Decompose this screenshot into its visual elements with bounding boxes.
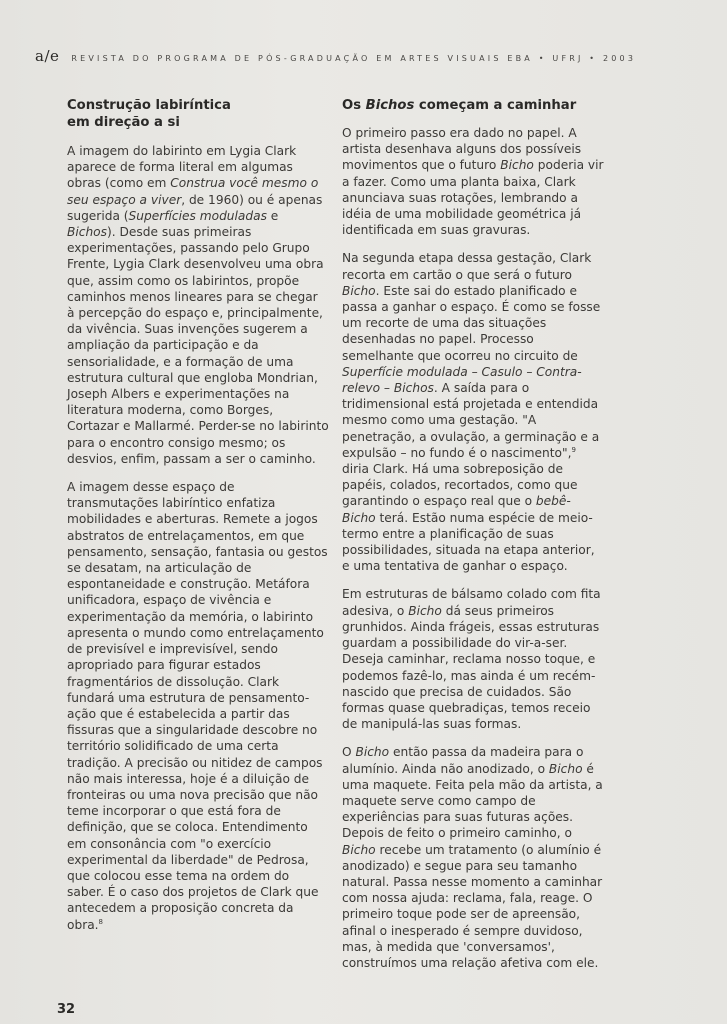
italic-term: Construa você mesmo o seu	[67, 176, 319, 207]
italic-term: Bicho	[342, 842, 376, 857]
running-header	[35, 47, 707, 65]
italic-term: – Contra-relevo – Bichos	[342, 364, 582, 396]
italic-term: Superfície modulada – Casulo	[342, 364, 523, 379]
section-heading-bichos: Os Bichos começam a caminhar	[342, 98, 577, 113]
italic-term: bebê-Bicho	[342, 494, 571, 525]
italic-term: Bicho	[408, 603, 442, 618]
footnote-ref: 8	[98, 917, 104, 926]
italic-term: Bicho	[355, 745, 390, 760]
italic-term: Bicho	[548, 761, 583, 776]
paragraph: O primeiro passo era dado no papel. A artista desenhava alguns dos possíveis movimentos que o futuro Bicho poderia vir a fazer. Como uma planta baixa, Clark anunciava suas rotações, lembrando a idéia de uma mobilidade geométrica já identificada em suas gravuras.	[342, 126, 604, 238]
paragraph: O Bicho então passa da madeira para o alumínio. Ainda não anodizado, o Bicho é uma maquete. Feita pela mão da artista, a maquete serve como campo de experiências para suas futuras ações. Depois de feito o primeiro caminho, o Bicho recebe um tratamento (o alumínio é anodizado) e segue para seu tamanho natural. Passa nesse momento a caminhar com nossa ajuda: reclama, fala, reage. O primeiro toque pode ser de apreensão, afinal o inesperado é sempre duvidoso, mas, à medida que 'conversamos', construímos uma relação afetiva com ele.	[342, 745, 603, 970]
italic-term: Bichos	[67, 225, 107, 240]
running-title: REVISTA DO PROGRAMA DE PÓS-GRADUAÇÃO EM ARTES VISUAIS EBA • UFRJ • 2003	[71, 54, 637, 63]
section-heading-labirinto: Construção labiríntica em direção a si	[67, 98, 231, 130]
right-column	[342, 97, 604, 983]
journal-logo: a/e	[35, 47, 60, 65]
left-column	[67, 97, 329, 945]
footnote-ref: 9	[571, 445, 576, 454]
italic-term: Superfícies moduladas	[128, 208, 267, 223]
italic-term: Bicho	[342, 283, 376, 298]
paragraph: A imagem do labirinto em Lygia Clark aparece de forma literal em algumas obras (como em Construa você mesmo o seu espaço a viver, de 1960) ou é apenas sugerida (Superfícies moduladas e Bichos). Desde suas primeiras experimentações, passando pelo Grupo Frente, Lygia Clark desenvolveu uma obra que, assim como os labirintos, propõe caminhos menos lineares para se chegar à percepção do espaço e, principalmente, da vivência. Suas invenções sugerem a ampliação da participação e da sensorialidade, e a formação de uma estrutura cultural que engloba Mondrian, Joseph Albers e experimentações na literatura moderna, como Borges, Cortazar e Mallarmé. Perder-se no labirinto para o encontro consigo mesmo; os desvios, enfim, passam a ser o caminho.	[67, 144, 329, 466]
italic-term: Bicho	[500, 158, 534, 173]
paragraph: A imagem desse espaço de transmutações labiríntico enfatiza mobilidades e aberturas. Remete a jogos abstratos de entrelaçamentos, em que pensamento, sensação, fantasia ou gestos se desatam, na articulação de espontaneidade e construção. Metáfora unificadora, espaço de vivência e experimentação da memória, o labirinto apresenta o mundo como entrelaçamento de previsível e imprevisível, sendo apropriado para figurar estados fragmentários de dissolução. Clark fundará uma estrutura de pensamento-ação que é estabelecida a partir das fissuras que a singularidade descobre no território solidificado de uma certa tradição. A precisão ou nitidez de campos não mais interessa, hoje é a diluição de fronteiras ou uma nova precisão que não teme incorporar o que está fora de definição, que se coloca. Entendimento em consonância com "o exercício experimental da liberdade" de Pedrosa, que colocou esse tema na ordem do saber. É o caso dos projetos de Clark que antecedem a proposição concreta da obra.$^8$	[67, 480, 328, 932]
paragraph: Em estruturas de bálsamo colado com fita adesiva, o Bicho dá seus primeiros grunhidos. Ainda frágeis, essas estruturas guardam a possibilidade do vir-a-ser. Deseja caminhar, reclama nosso toque, e podemos fazê-lo, mas ainda é um recém-nascido que precisa de cuidados. São formas quase quebradiças, temos receio de manipulá-las suas formas.	[342, 587, 601, 732]
page-number: 32	[57, 1002, 76, 1017]
paragraph: Na segunda etapa dessa gestação, Clark recorta em cartão o que será o futuro Bicho. Este sai do estado planificado e passa a ganhar o espaço. É como se fosse um recorte de uma das situações desenhadas no papel. Processo semelhante que ocorreu no circuito de Superfície modulada – Casulo – Contra-relevo – Bichos. A saída para o tridimensional está projetada e entendida mesmo como uma gestação. "A penetração, a ovulação, a germinação e a expulsão – no fundo é o nascimento",$^9$ diria Clark. Há uma sobreposição de papéis, colados, recortados, como que garantindo o espaço real que o bebê-Bicho terá. Estão numa espécie de meio-termo entre a planificação de suas possibilidades, situada na etapa anterior, e uma tentativa de ganhar o espaço.	[342, 251, 601, 574]
italic-term: espaço a viver	[92, 192, 182, 207]
